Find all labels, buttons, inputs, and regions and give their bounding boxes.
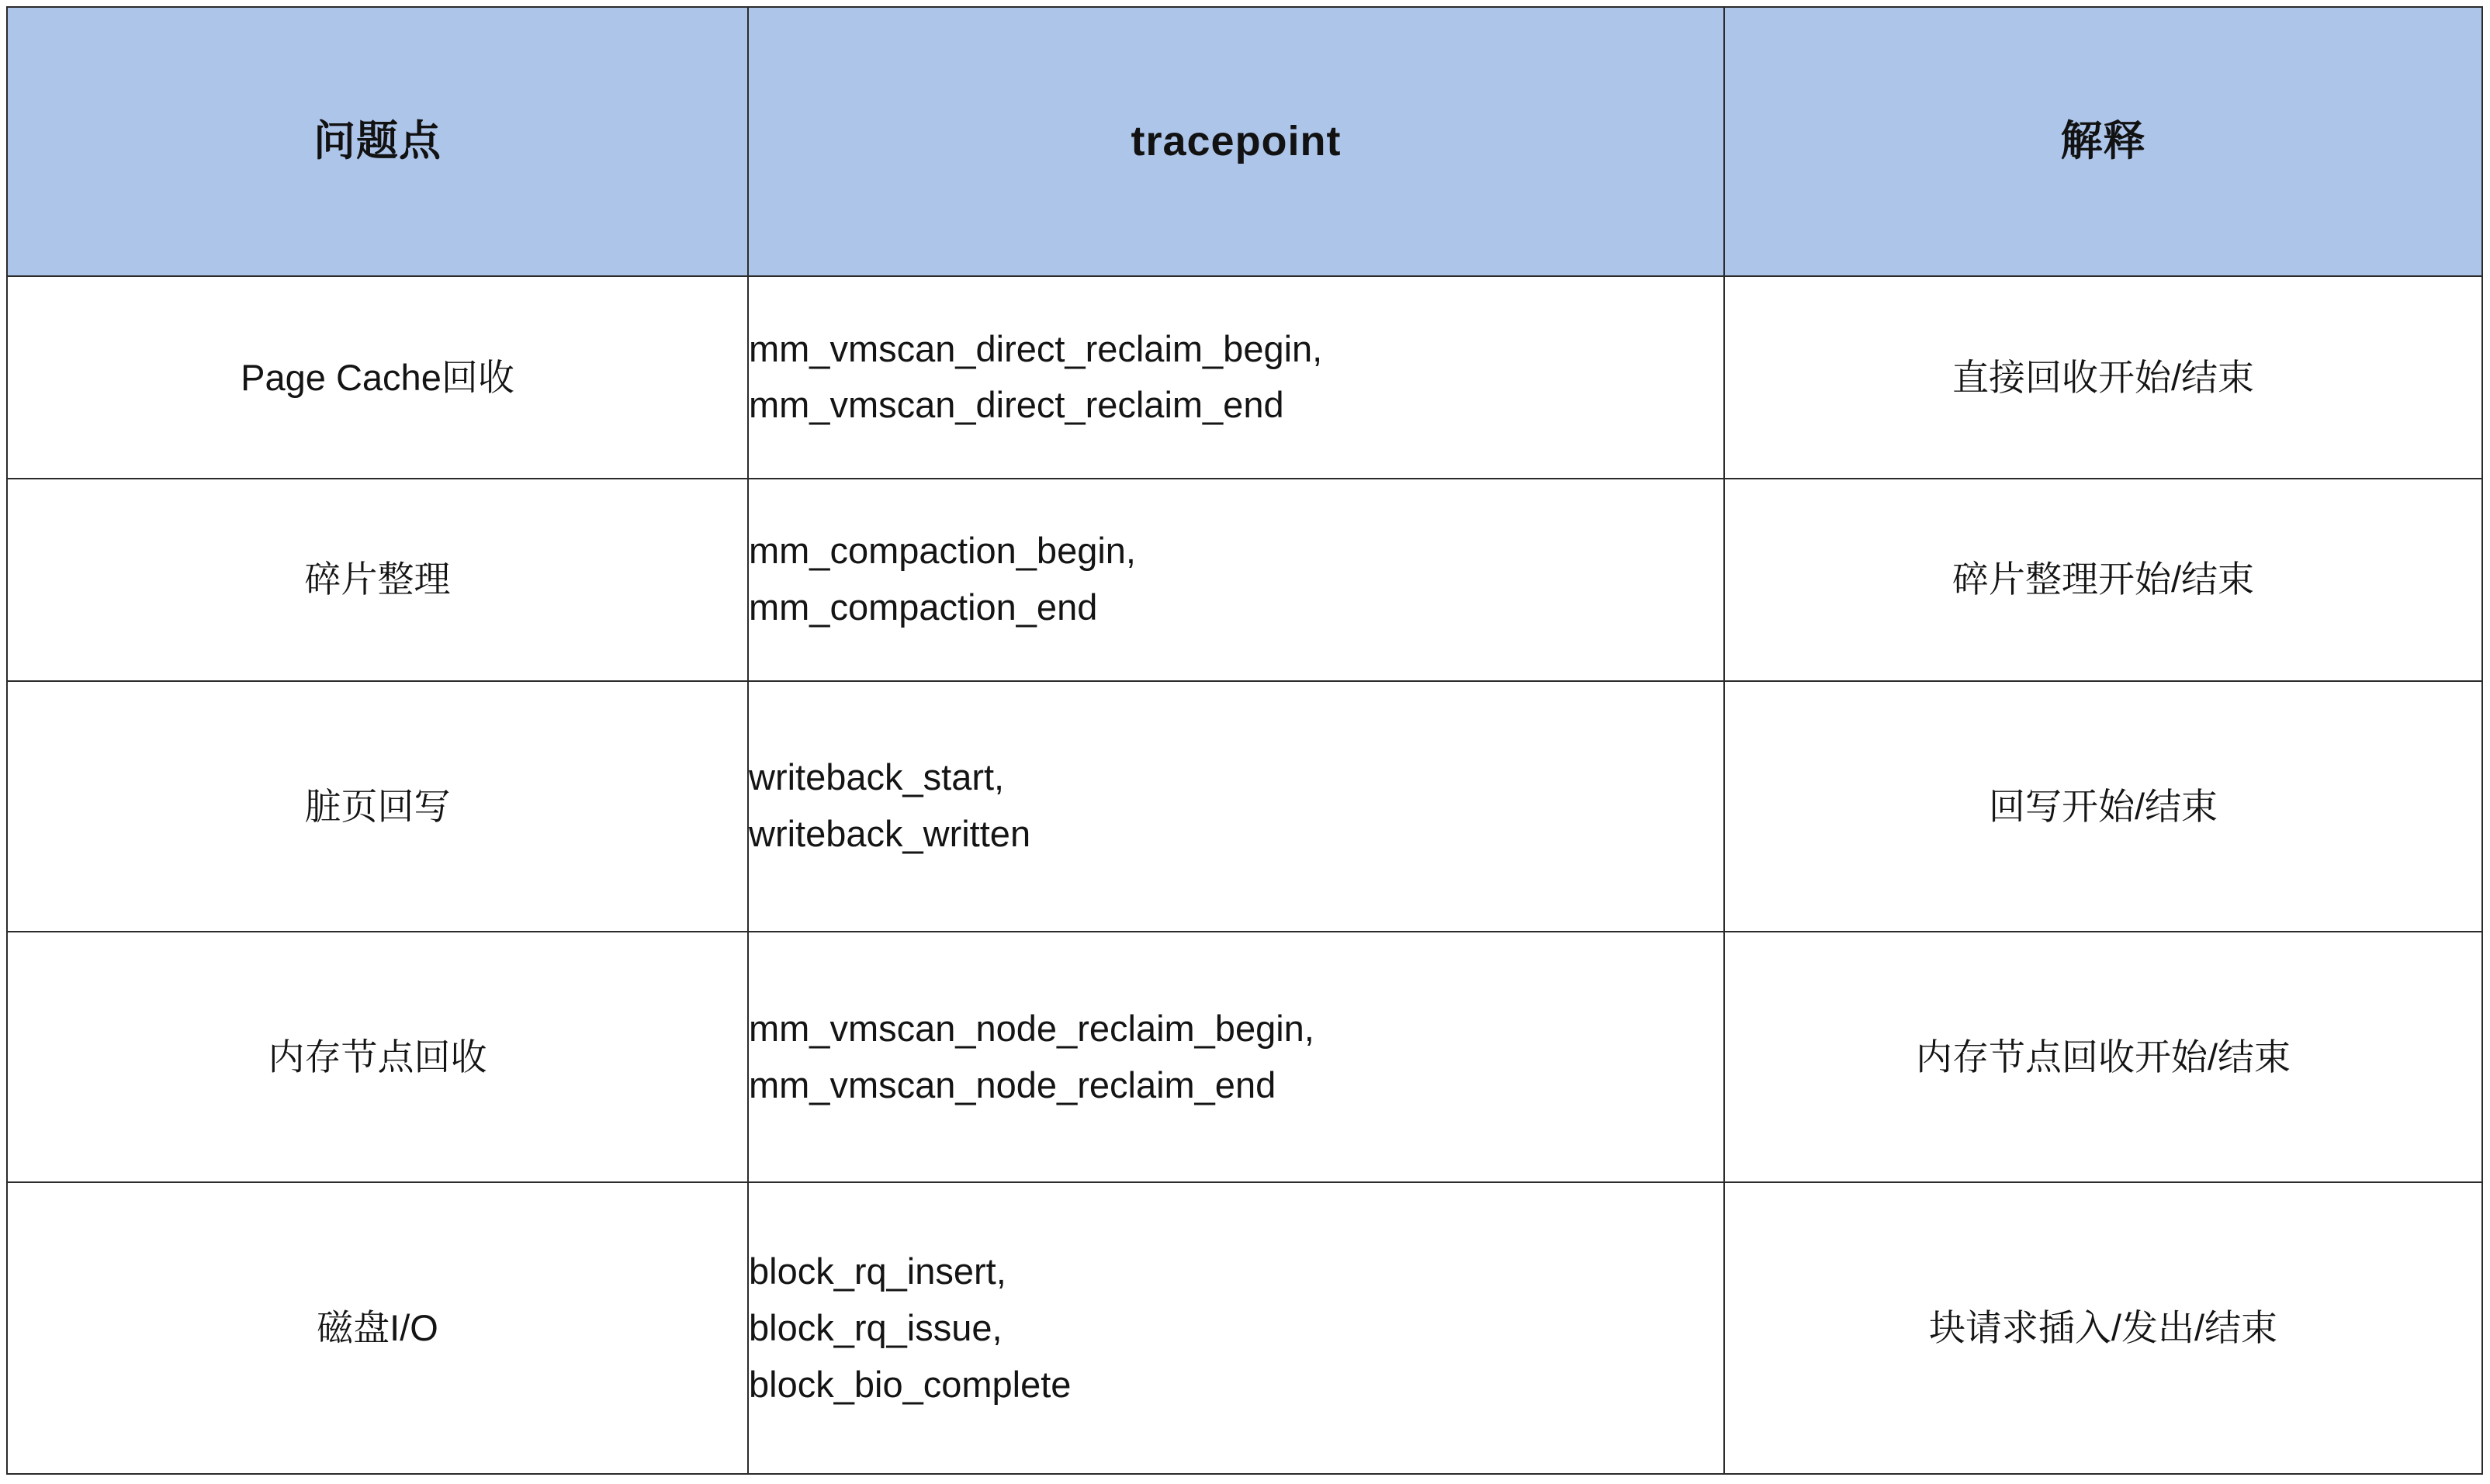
table-header: [7, 7, 2482, 276]
tracepoint-line: block_bio_complete: [749, 1363, 1072, 1405]
tracepoint-line: mm_compaction_end: [749, 586, 1098, 628]
table-row: [7, 479, 2482, 681]
cell-tracepoint: [748, 479, 1724, 681]
column-header-explain-label: 解释: [2060, 118, 2146, 165]
cell-explain: 块请求插入/发出/结束: [1724, 1182, 2482, 1474]
cell-tracepoint: [748, 932, 1724, 1182]
cell-issue: 脏页回写: [7, 681, 748, 932]
cell-explain: 内存节点回收开始/结束: [1724, 932, 2482, 1182]
tracepoint-line: block_rq_insert,: [749, 1250, 1006, 1292]
cell-explain: 碎片整理开始/结束: [1724, 479, 2482, 681]
cell-issue: 内存节点回收: [7, 932, 748, 1182]
header-row: [7, 7, 2482, 276]
tracepoint-line: mm_vmscan_direct_reclaim_begin,: [749, 327, 1323, 369]
table-body: [7, 276, 2482, 1474]
tracepoint-line: mm_vmscan_direct_reclaim_end: [749, 384, 1284, 426]
tracepoint-line: mm_compaction_begin,: [749, 530, 1136, 572]
column-header-tracepoint: [748, 7, 1724, 276]
tracepoint-line: block_rq_issue,: [749, 1306, 1003, 1348]
tracepoint-line: writeback_start,: [749, 756, 1005, 798]
table-row: [7, 932, 2482, 1182]
column-header-explain: [1724, 7, 2482, 276]
cell-issue: 磁盘I/O: [7, 1182, 748, 1474]
column-header-tracepoint-label: tracepoint: [1131, 118, 1342, 165]
tracepoint-table: [6, 6, 2483, 1475]
tracepoint-line: mm_vmscan_node_reclaim_begin,: [749, 1007, 1314, 1049]
cell-explain: 回写开始/结束: [1724, 681, 2482, 932]
column-header-issue-label: 问题点: [313, 118, 442, 165]
table-row: [7, 276, 2482, 479]
tracepoint-line: mm_vmscan_node_reclaim_end: [749, 1064, 1276, 1105]
cell-tracepoint: [748, 681, 1724, 932]
table-row: [7, 681, 2482, 932]
cell-tracepoint: [748, 276, 1724, 479]
column-header-issue: [7, 7, 748, 276]
cell-issue: 碎片整理: [7, 479, 748, 681]
cell-explain: 直接回收开始/结束: [1724, 276, 2482, 479]
cell-issue: Page Cache回收: [7, 276, 748, 479]
tracepoint-line: writeback_written: [749, 813, 1031, 855]
cell-tracepoint: [748, 1182, 1724, 1474]
table-row: [7, 1182, 2482, 1474]
